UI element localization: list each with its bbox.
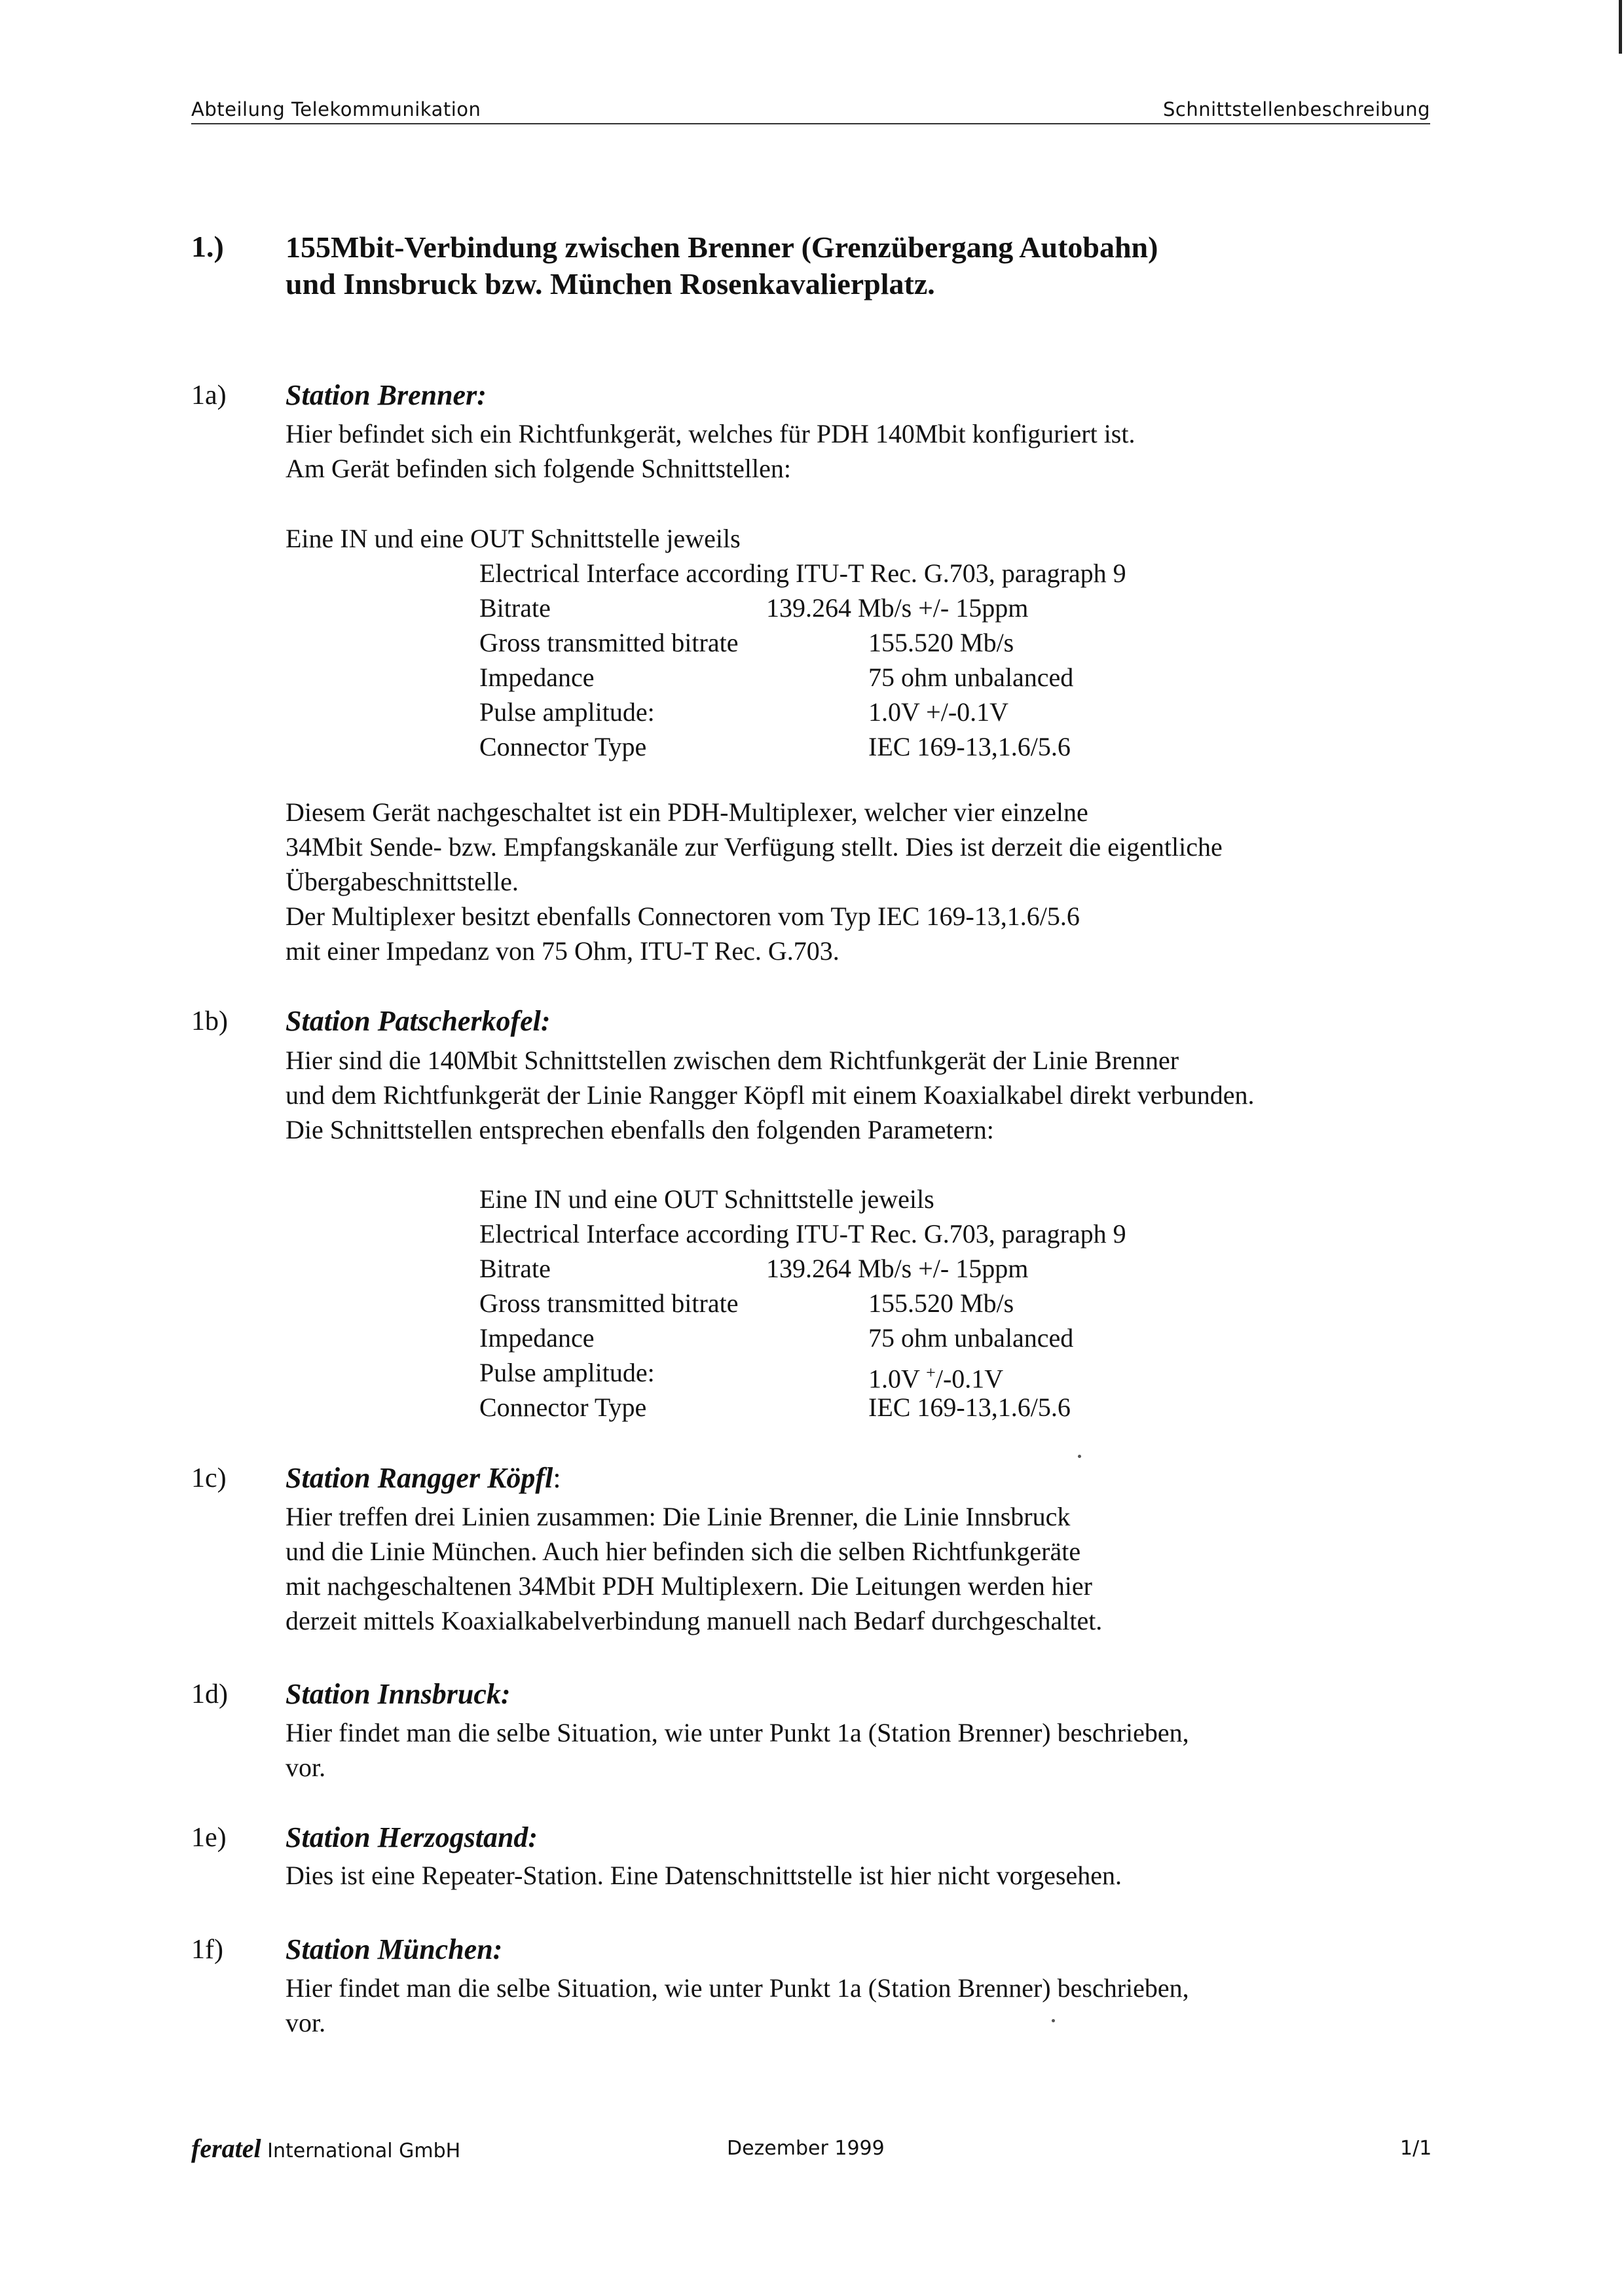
footer-date: Dezember 1999 [727,2137,885,2160]
footer-company [191,2133,460,2164]
spec-label: Impedance [479,1323,595,1353]
paragraph-line: Hier findet man die selbe Situation, wie unter Punkt 1a (Station Brenner) beschrieben, [286,1973,1189,2003]
interface-line-text: Eine IN und eine OUT Schnittstelle jeweils [286,524,741,553]
spec-label: Connector Type [479,732,647,761]
section-1a-title: Station Brenner: [286,379,487,411]
pulse-rest: /-0.1V [935,1364,1004,1394]
spec-label: Pulse amplitude: [479,697,655,727]
section-1e-body [286,1858,1122,1893]
section-1d-number: 1d) [191,1679,228,1709]
spec-label: Connector Type [479,1393,647,1422]
section-1c-title-text: Station Rangger Köpfl [286,1462,553,1494]
paragraph-line: vor. [286,1753,326,1782]
section-1b-number: 1b) [191,1006,228,1036]
scan-edge-mark [1619,0,1622,54]
section-1f-number: 1f) [191,1935,223,1965]
paragraph-line: 34Mbit Sende- bzw. Empfangskanäle zur Verfügung stellt. Dies ist derzeit die eigentliche [286,832,1223,862]
paragraph-line: Der Multiplexer besitzt ebenfalls Connectoren vom Typ IEC 169-13,1.6/5.6 [286,902,1080,931]
main-heading-line-2: und Innsbruck bzw. München Rosenkavalierplatz. [286,267,935,301]
footer-company-name: International GmbH [261,2140,461,2162]
spec-label: Gross transmitted bitrate [479,1288,739,1318]
paragraph-line: Übergabeschnittstelle. [286,867,519,896]
pulse-sup: + [926,1363,936,1382]
paragraph-line: und die Linie München. Auch hier befinden sich die selben Richtfunkgeräte [286,1537,1081,1566]
spec-value: IEC 169-13,1.6/5.6 [868,1393,1071,1422]
scan-speck [1052,2019,1055,2022]
spec-label: Bitrate [479,1254,551,1283]
paragraph-line: mit nachgeschaltenen 34Mbit PDH Multiplexern. Die Leitungen werden hier [286,1571,1092,1601]
section-1a-intro-line: Am Gerät befinden sich folgende Schnittstellen: [286,454,792,483]
paragraph-line: vor. [286,2008,326,2037]
section-1b-intro [286,1043,1255,1147]
section-1c-title-colon: : [553,1462,561,1494]
header-department: Abteilung Telekommunikation [191,98,481,120]
spec-value: 139.264 Mb/s +/- 15ppm [766,593,1029,623]
section-1c-title [286,1461,561,1495]
section-1d-title: Station Innsbruck: [286,1678,511,1710]
spec-value: 139.264 Mb/s +/- 15ppm [766,1254,1029,1283]
main-heading [286,229,1158,302]
section-1f-body [286,1971,1189,2040]
paragraph-line: Hier findet man die selbe Situation, wie unter Punkt 1a (Station Brenner) beschrieben, [286,1718,1189,1747]
paragraph-line: Die Schnittstellen entsprechen ebenfalls den folgenden Parametern: [286,1115,994,1144]
spec-label: Pulse amplitude: [479,1358,655,1387]
paragraph-line: Diesem Gerät nachgeschaltet ist ein PDH-Multiplexer, welcher vier einzelne [286,797,1088,827]
spec-value: 75 ohm unbalanced [868,1323,1074,1353]
pulse-main: 1.0V [868,1364,927,1394]
footer-brand-logo: feratel [191,2134,261,2163]
section-1a-number: 1a) [191,380,227,410]
paragraph-line: Hier sind die 140Mbit Schnittstellen zwischen dem Richtfunkgerät der Linie Brenner [286,1046,1179,1075]
heading-number: 1.) [191,230,224,263]
section-1a-intro-line: Hier befindet sich ein Richtfunkgerät, welches für PDH 140Mbit konfiguriert ist. [286,419,1135,448]
spec-value: 155.520 Mb/s [868,1288,1014,1318]
paragraph-line: und dem Richtfunkgerät der Linie Rangger Köpfl mit einem Koaxialkabel direkt verbunden. [286,1080,1255,1110]
spec-interface: Electrical Interface according ITU-T Rec. G.703, paragraph 9 [479,1219,1126,1248]
spec-interface: Electrical Interface according ITU-T Rec. G.703, paragraph 9 [479,558,1126,588]
spec-value: 1.0V +/-0.1V [868,697,1009,727]
spec-label: Impedance [479,663,595,692]
spec-value: 155.520 Mb/s [868,628,1014,657]
section-1a-interface-line [286,521,741,556]
main-heading-line-1: 155Mbit-Verbindung zwischen Brenner (Grenzübergang Autobahn) [286,230,1158,264]
section-1e-number: 1e) [191,1823,227,1853]
paragraph-line: derzeit mittels Koaxialkabelverbindung manuell nach Bedarf durchgeschaltet. [286,1606,1103,1635]
section-1c-body [286,1499,1102,1638]
spec-interface-line: Eine IN und eine OUT Schnittstelle jeweils [479,1184,934,1214]
section-1d-body [286,1715,1189,1785]
scan-speck [1078,1455,1081,1458]
spec-label: Bitrate [479,593,551,623]
section-1e-title: Station Herzogstand: [286,1821,538,1853]
spec-value: 75 ohm unbalanced [868,663,1074,692]
spec-value: IEC 169-13,1.6/5.6 [868,732,1071,761]
paragraph-line: Dies ist eine Repeater-Station. Eine Datenschnittstelle ist hier nicht vorgesehen. [286,1861,1122,1890]
section-1b-title: Station Patscherkofel: [286,1005,551,1037]
section-1a-intro [286,416,1135,486]
section-1f-title: Station München: [286,1933,503,1965]
paragraph-line: Hier treffen drei Linien zusammen: Die Linie Brenner, die Linie Innsbruck [286,1502,1071,1531]
spec-label: Gross transmitted bitrate [479,628,739,657]
paragraph-line: mit einer Impedanz von 75 Ohm, ITU-T Rec. G.703. [286,936,840,966]
section-1c-number: 1c) [191,1463,227,1493]
page-header [191,94,1430,124]
footer-page-number: 1/1 [1400,2137,1432,2160]
header-doc-type: Schnittstellenbeschreibung [1162,98,1430,120]
section-1a-multiplexer-paragraph [286,795,1223,968]
